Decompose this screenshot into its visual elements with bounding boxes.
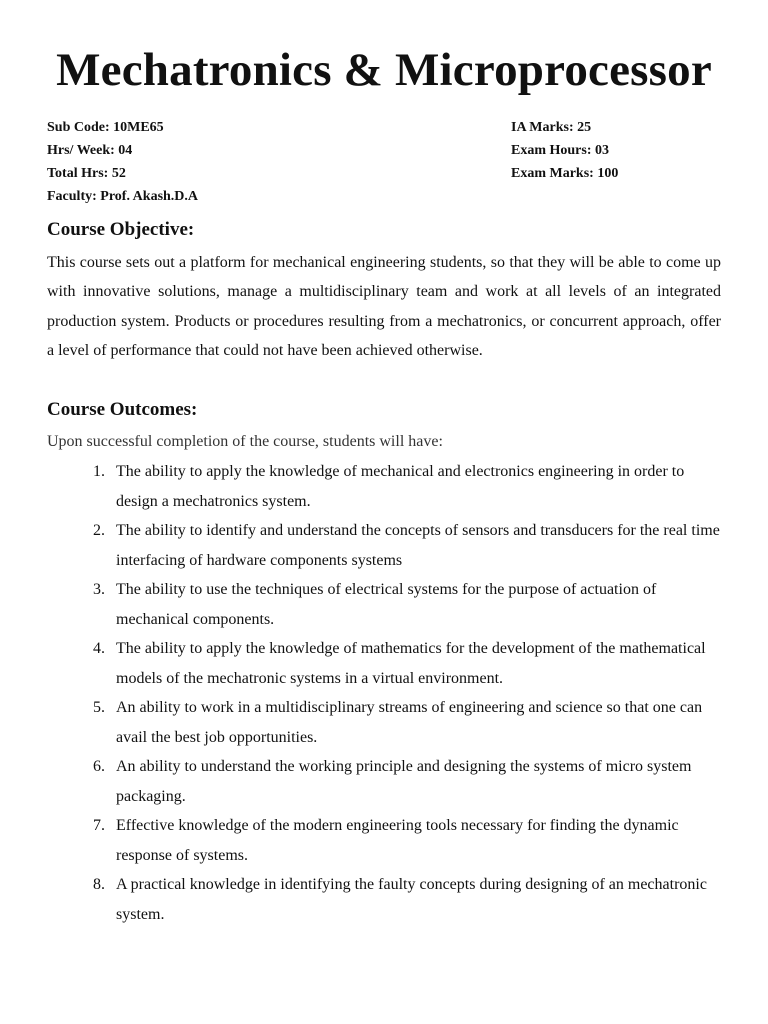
list-item [90, 693, 722, 752]
outcomes-intro: Upon successful completion of the course, students will have: [47, 433, 443, 450]
ia-marks: IA Marks: 25 [511, 120, 592, 135]
list-item [90, 870, 722, 929]
objective-heading: Course Objective: [47, 219, 195, 240]
list-item-text: Effective knowledge of the modern engineering tools necessary for finding the dynamic response of systems. [116, 817, 679, 864]
list-item-text: The ability to use the techniques of electrical systems for the purpose of actuation of mechanical components. [116, 581, 657, 628]
list-item-number: 8. [93, 876, 105, 893]
outcomes-heading: Course Outcomes: [47, 399, 198, 420]
list-item-number: 7. [93, 817, 105, 834]
page-title: Mechatronics & Microprocessor [56, 44, 712, 96]
hours-per-week: Hrs/ Week: 04 [47, 143, 133, 158]
list-item-text: An ability to work in a multidisciplinary streams of engineering and science so that one can avail the best job opportunities. [116, 699, 703, 746]
list-item-number: 1. [93, 463, 105, 480]
course-meta-left [47, 116, 198, 208]
list-item-text: The ability to apply the knowledge of mathematics for the development of the mathematical models of the mechatronic systems in a virtual environment. [116, 640, 706, 687]
list-item [90, 575, 722, 634]
list-item [90, 634, 722, 693]
outcomes-list [90, 457, 730, 929]
list-item-number: 3. [93, 581, 105, 598]
total-hours: Total Hrs: 52 [47, 166, 126, 181]
list-item [90, 811, 722, 870]
sub-code: Sub Code: 10ME65 [47, 120, 164, 135]
course-meta-right [511, 116, 618, 185]
exam-hours: Exam Hours: 03 [511, 143, 609, 158]
exam-marks: Exam Marks: 100 [511, 166, 619, 181]
objective-paragraph: This course sets out a platform for mechanical engineering students, so that they will be able to come up with innovative solutions, manage a multidisciplinary team and work at all levels of an integrated production system. Products or procedures resulting from a mechatronics, or concurrent approach, offer a level of performance that could not have been achieved otherwise. [47, 254, 721, 360]
list-item [90, 516, 722, 575]
list-item-text: The ability to apply the knowledge of mechanical and electronics engineering in order to design a mechatronics system. [116, 463, 685, 510]
list-item-number: 4. [93, 640, 105, 657]
list-item-number: 5. [93, 699, 105, 716]
list-item-number: 2. [93, 522, 105, 539]
faculty: Faculty: Prof. Akash.D.A [47, 189, 199, 204]
list-item-number: 6. [93, 758, 105, 775]
list-item [90, 752, 722, 811]
list-item-text: The ability to identify and understand the concepts of sensors and transducers for the real time interfacing of hardware components systems [116, 522, 720, 569]
list-item-text: A practical knowledge in identifying the faulty concepts during designing of an mechatronic system. [116, 876, 707, 923]
list-item-text: An ability to understand the working principle and designing the systems of micro system packaging. [116, 758, 692, 805]
list-item [90, 457, 722, 516]
